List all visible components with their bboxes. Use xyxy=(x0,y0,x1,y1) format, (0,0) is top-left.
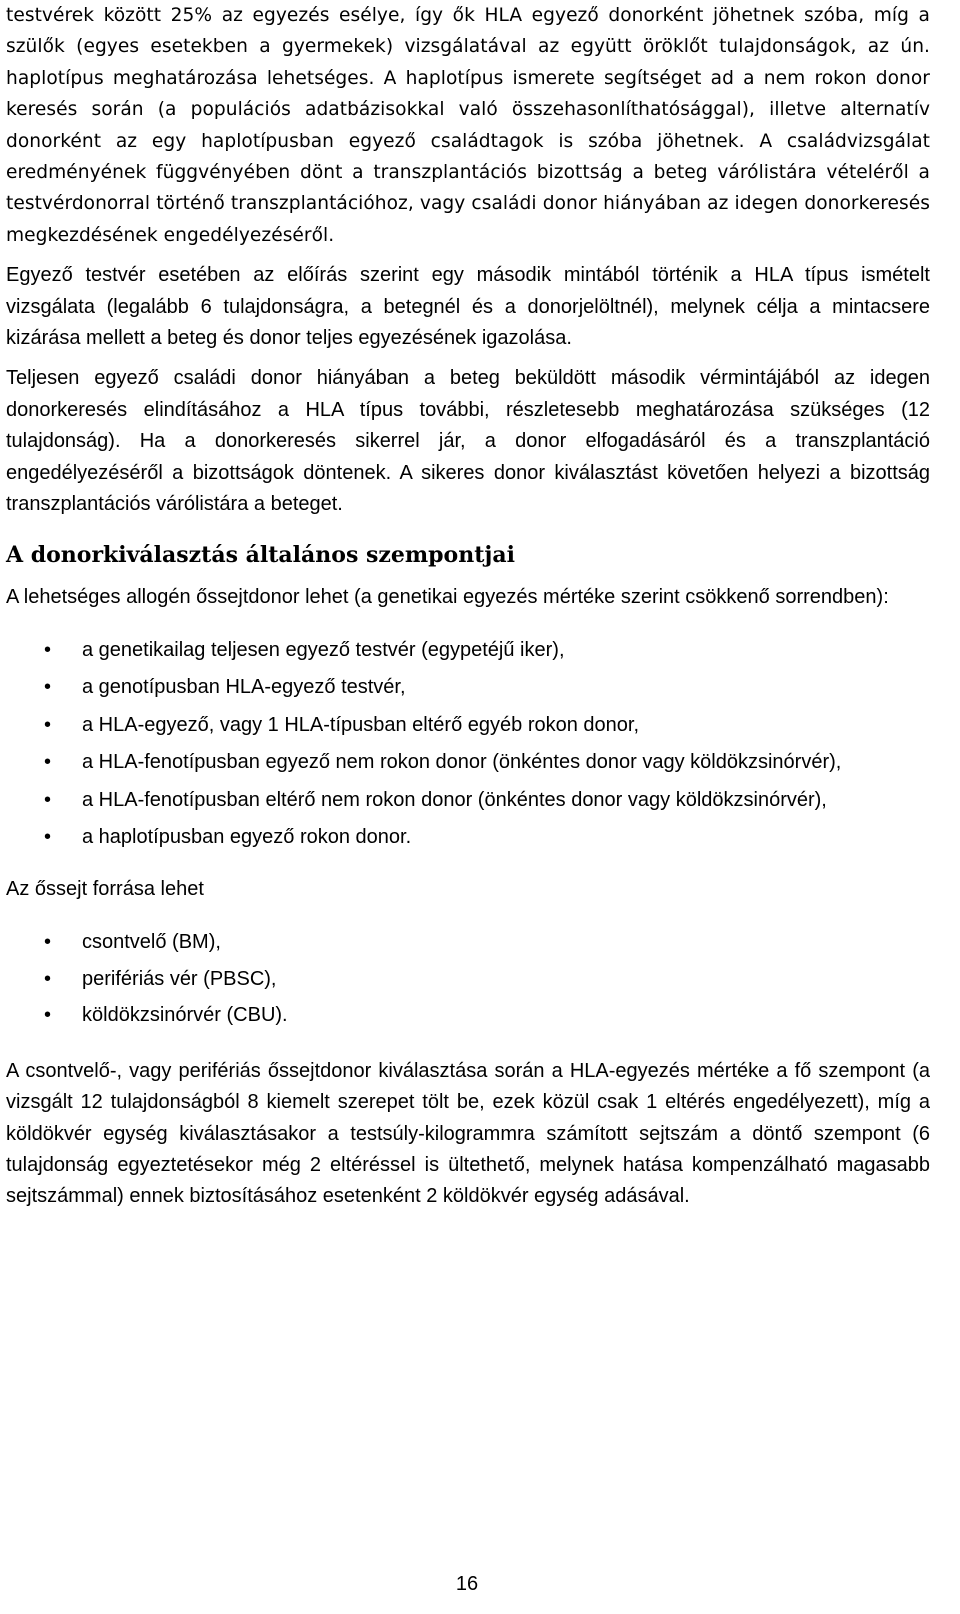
paragraph-selection-criteria: A csontvelő-, vagy perifériás őssejtdonor kiválasztása során a HLA-egyezés mértéke a fő szempont (a vizsgált 12 tulajdonságból 8 kiemelt szerepet tölt be, ezek közül csak 1 eltérés engedélyezett), míg a köldökvér egység kiválasztásakor a testsúly-kilogrammra számított sejtszám a döntő szempont (6 tulajdonság egyeztetésekor még 2 eltéréssel is ültethető, melynek hatása kompenzálható magasabb sejtszámmal) ennek biztosításához esetenként 2 köldökvér egység adásával. xyxy=(6,1059,930,1208)
bullet-icon: • xyxy=(44,967,52,990)
document-page xyxy=(6,0,930,1213)
bullet-icon: • xyxy=(44,1004,52,1027)
list-item-text: csontvelő (BM), xyxy=(82,931,221,954)
list-item xyxy=(6,635,930,667)
paragraph-unrelated-search: Teljesen egyező családi donor hiányában a beteg beküldött második vérmintájából az idegen donorkeresés elindításához a HLA típus további, részletesebb meghatározása szükséges (12 tulajdonság). Ha a donorkeresés sikerrel jár, a donor elfogadásáról és a transzplantáció engedélyezéséről a bizottságok döntenek. A sikeres donor kiválasztást követően helyezi a bizottság transzplantációs várólistára a beteget. xyxy=(6,367,930,516)
list-item xyxy=(6,1000,930,1032)
bullet-icon: • xyxy=(44,638,52,661)
bullet-icon: • xyxy=(44,931,52,954)
list-item xyxy=(6,785,930,817)
list-item-text: a HLA-fenotípusban eltérő nem rokon donor (önkéntes donor vagy köldökzsinórvér), xyxy=(82,788,827,811)
list-item-text: a haplotípusban egyező rokon donor. xyxy=(82,826,412,849)
bullet-icon: • xyxy=(44,676,52,699)
paragraph-matching-sibling: Egyező testvér esetében az előírás szerint egy második mintából történik a HLA típus ismételt vizsgálata (legalább 6 tulajdonságra, a betegnél és a donorjelöltnél), melynek célja a mintacsere kizárása mellett a beteg és donor teljes egyezésének igazolása. xyxy=(6,264,930,350)
list-item xyxy=(6,710,930,742)
list-item-text: a HLA-egyező, vagy 1 HLA-típusban eltérő egyéb rokon donor, xyxy=(82,713,640,736)
paragraph-donor-intro: A lehetséges allogén őssejtdonor lehet (a genetikai egyezés mértéke szerint csökkenő sorrendben): xyxy=(6,585,889,608)
list-item-text: perifériás vér (PBSC), xyxy=(82,967,277,990)
list-item-text: a genotípusban HLA-egyező testvér, xyxy=(82,676,406,699)
list-item xyxy=(6,927,930,959)
list-item xyxy=(6,822,930,854)
bullet-icon: • xyxy=(44,826,52,849)
paragraph-source-intro: Az őssejt forrása lehet xyxy=(6,877,204,900)
list-item xyxy=(6,964,930,996)
donor-list xyxy=(6,635,930,854)
list-item-text: köldökzsinórvér (CBU). xyxy=(82,1004,288,1027)
list-item xyxy=(6,672,930,704)
source-list xyxy=(6,927,930,1032)
list-item xyxy=(6,747,930,779)
paragraph-haplotype: testvérek között 25% az egyezés esélye, így ők HLA egyező donorként jöhetnek szóba, míg a szülők (egyes esetekben a gyermekek) vizsgálatával az együtt öröklőt tulajdonságok, az ún. haplotípus meghatározása lehetséges. A haplotípus ismerete segítséget ad a nem rokon donor keresés során (a populációs adatbázisokkal való összehasonlíthatósággal), illetve alternatív donorként az egy haplotípusban egyező családtagok is szóba jöhetnek. A családvizsgálat eredményének függvényében dönt a transzplantációs bizottság a beteg várólistára vételéről a testvérdonorral történő transzplantációhoz, vagy családi donor hiányában az idegen donorkeresés megkezdésének engedélyezéséről. xyxy=(6,5,930,246)
section-heading: A donorkiválasztás általános szempontjai xyxy=(6,541,515,568)
list-item-text: a genetikailag teljesen egyező testvér (egypetéjű iker), xyxy=(82,638,565,661)
bullet-icon: • xyxy=(44,713,52,736)
page-number: 16 xyxy=(455,1573,479,1595)
list-item-text: a HLA-fenotípusban egyező nem rokon donor (önkéntes donor vagy köldökzsinórvér), xyxy=(82,751,842,774)
bullet-icon: • xyxy=(44,751,52,774)
bullet-icon: • xyxy=(44,788,52,811)
